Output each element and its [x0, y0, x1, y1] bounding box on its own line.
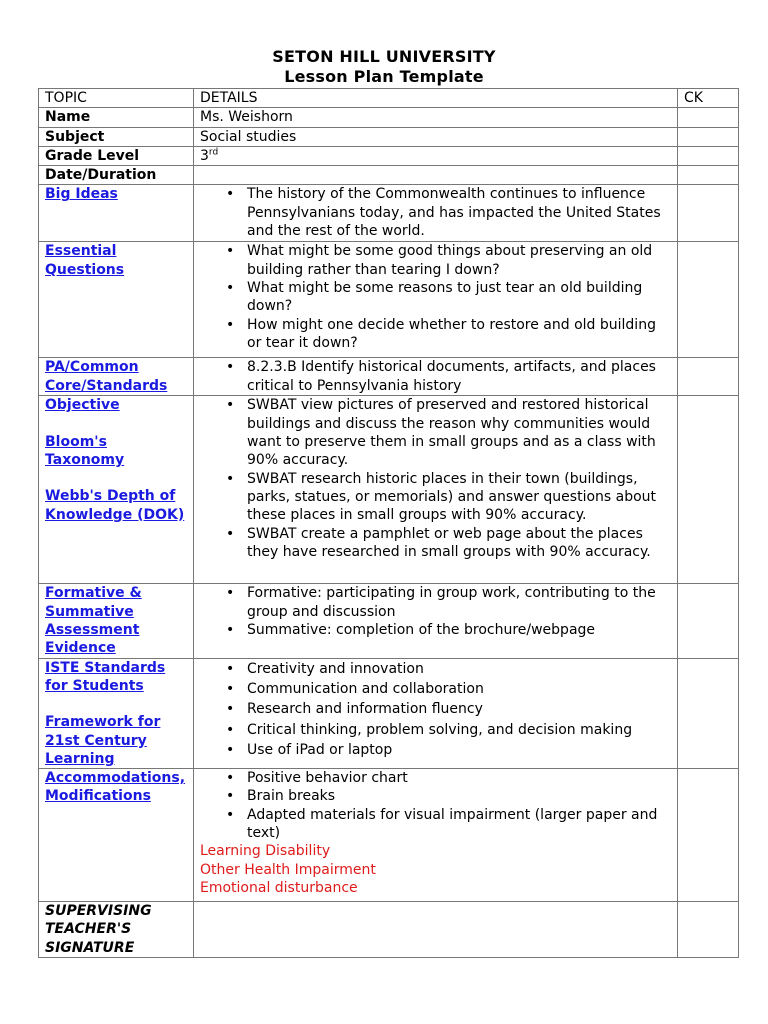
table-row [39, 584, 739, 658]
objective-link[interactable]: Objective [45, 397, 120, 414]
document-subtitle: Lesson Plan Template [284, 67, 484, 86]
column-header-topic: TOPIC [39, 89, 194, 108]
list-item: • The history of the Commonwealth continues to influence Pennsylvanians today, and has impacted the United States and the rest of the world. [247, 185, 671, 240]
standards-link[interactable]: PA/Common Core/Standards [45, 359, 168, 394]
ck-cell [678, 166, 739, 185]
essential-questions-details [194, 242, 678, 358]
list-item: • How might one decide whether to restore and old building or tear it down? [247, 316, 671, 353]
framework-21st-century-link[interactable]: Framework for 21st Century Learning [45, 714, 161, 767]
list-item: • SWBAT view pictures of preserved and restored historical buildings and discuss the reason why communities would want to preserve them in small groups and as a class with 90% accuracy. [247, 396, 671, 469]
column-header-details: DETAILS [194, 89, 678, 108]
grade-suffix: rd [208, 147, 219, 158]
list-item: • What might be some reasons to just tear an old building down? [247, 279, 671, 316]
header-row [39, 89, 739, 108]
spacer [45, 415, 187, 433]
ck-cell [678, 902, 739, 958]
table-row [39, 146, 739, 165]
ck-cell [678, 396, 739, 584]
ck-cell [678, 769, 739, 902]
row-label-cell [39, 396, 194, 584]
row-label-subject: Subject [39, 127, 194, 146]
list-item: • 8.2.3.B Identify historical documents, artifacts, and places critical to Pennsylvania history [247, 358, 671, 395]
iste-details [194, 658, 678, 768]
list-item: • What might be some good things about preserving an old building rather than tearing I down? [247, 242, 671, 279]
row-label-cell [39, 358, 194, 396]
row-label-cell [39, 658, 194, 768]
accommodation-note: Emotional disturbance [200, 879, 358, 896]
ck-cell [678, 108, 739, 127]
list-item: • Communication and collaboration [247, 679, 671, 699]
table-row [39, 658, 739, 768]
spacer [45, 695, 187, 713]
row-label-name: Name [39, 108, 194, 127]
ck-cell [678, 127, 739, 146]
table-row [39, 902, 739, 958]
accommodation-note: Other Health Impairment [200, 861, 376, 878]
list-item: • Brain breaks [247, 787, 671, 805]
ck-cell [678, 358, 739, 396]
row-label-cell [39, 769, 194, 902]
list-item: • Summative: completion of the brochure/webpage [247, 621, 671, 639]
signature-field[interactable] [194, 902, 678, 958]
row-label-cell [39, 185, 194, 242]
accommodations-link[interactable]: Accommodations, Modifications [45, 770, 186, 805]
row-value-subject: Social studies [194, 127, 678, 146]
standards-details [194, 358, 678, 396]
blooms-taxonomy-link[interactable]: Bloom's Taxonomy [45, 433, 125, 469]
row-label-date: Date/Duration [39, 166, 194, 185]
ck-cell [678, 658, 739, 768]
list-item: • Use of iPad or laptop [247, 740, 671, 760]
assessment-details [194, 584, 678, 658]
table-row [39, 242, 739, 358]
university-title: SETON HILL UNIVERSITY [272, 47, 496, 66]
list-item: • SWBAT research historic places in their town (buildings, parks, statues, or memorials) and answer questions about these places in small groups with 90% accuracy. [247, 470, 671, 525]
accommodation-note: Learning Disability [200, 843, 331, 860]
ck-cell [678, 242, 739, 358]
row-value-date [194, 166, 678, 185]
accommodations-details [194, 769, 678, 902]
list-item: • Formative: participating in group work, contributing to the group and discussion [247, 584, 671, 621]
ck-cell [678, 584, 739, 658]
table-row [39, 108, 739, 127]
table-row [39, 127, 739, 146]
ck-cell [678, 185, 739, 242]
table-row [39, 396, 739, 584]
list-item: • Critical thinking, problem solving, and decision making [247, 720, 671, 740]
assessment-link[interactable]: Formative & Summative Assessment Evidence [45, 585, 142, 657]
table-row [39, 185, 739, 242]
row-label-cell [39, 242, 194, 358]
objective-details [194, 396, 678, 584]
list-item: • Creativity and innovation [247, 659, 671, 679]
ck-cell [678, 146, 739, 165]
row-value-name: Ms. Weishorn [194, 108, 678, 127]
iste-standards-link[interactable]: ISTE Standards for Students [45, 659, 166, 694]
table-row [39, 769, 739, 902]
table-row [39, 166, 739, 185]
list-item: • SWBAT create a pamphlet or web page about the places they have researched in small groups with 90% accuracy. [247, 525, 671, 562]
row-label-grade: Grade Level [39, 146, 194, 165]
signature-label: SUPERVISING TEACHER'S SIGNATURE [45, 903, 152, 956]
column-header-ck: CK [678, 89, 739, 108]
grade-number: 3 [200, 147, 209, 164]
lesson-plan-table [38, 88, 739, 958]
essential-questions-link[interactable]: Essential Questions [45, 243, 125, 278]
webbs-dok-link[interactable]: Webb's Depth of Knowledge (DOK) [45, 488, 185, 523]
big-ideas-link[interactable]: Big Ideas [45, 186, 118, 203]
big-ideas-details [194, 185, 678, 242]
list-item: • Adapted materials for visual impairment (larger paper and text) [247, 806, 671, 843]
table-row [39, 358, 739, 396]
row-label-cell [39, 584, 194, 658]
list-item: • Research and information fluency [247, 699, 671, 719]
row-value-grade [194, 146, 678, 165]
row-label-cell [39, 902, 194, 958]
list-item: • Positive behavior chart [247, 769, 671, 787]
spacer [45, 469, 187, 487]
